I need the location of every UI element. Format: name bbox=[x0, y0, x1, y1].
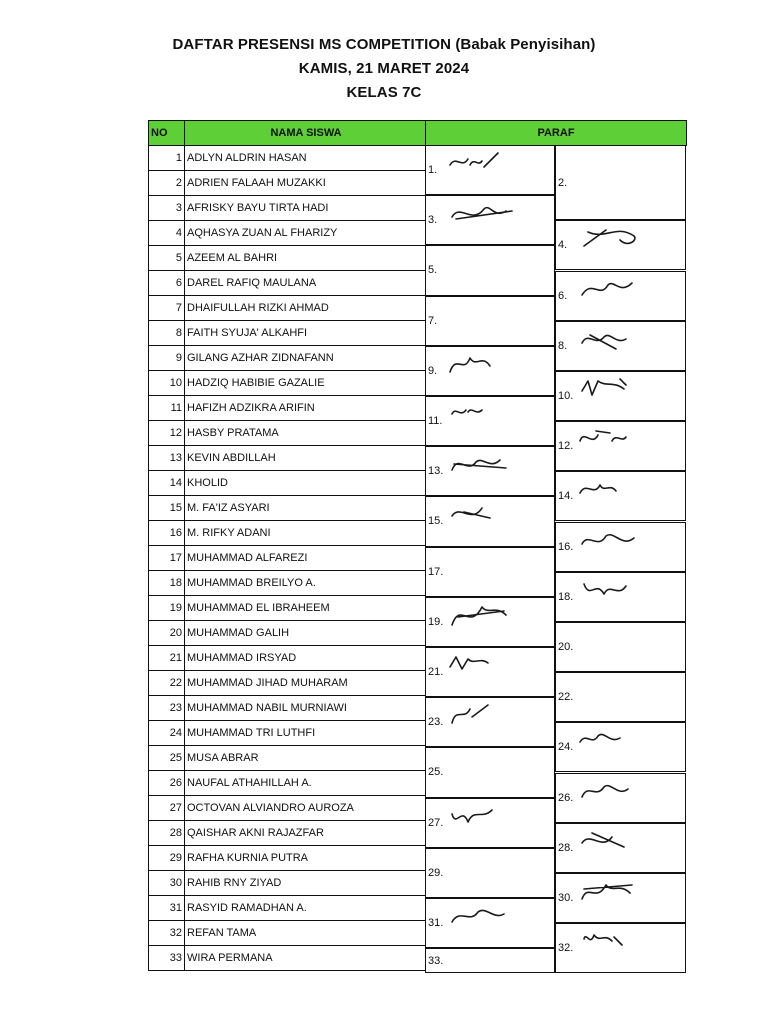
table-header-row bbox=[149, 121, 687, 146]
paraf-number: 11. bbox=[428, 415, 443, 428]
row-number: 25 bbox=[149, 746, 185, 771]
paraf-number: 31. bbox=[428, 917, 444, 930]
row-number: 18 bbox=[149, 571, 185, 596]
attendance-sheet bbox=[148, 120, 686, 974]
student-name: MUHAMMAD ALFAREZI bbox=[185, 546, 426, 571]
student-name: MUHAMMAD EL IBRAHEEM bbox=[185, 596, 426, 621]
document-class: KELAS 7C bbox=[346, 84, 422, 101]
row-number: 3 bbox=[149, 196, 185, 221]
table-row bbox=[149, 696, 687, 721]
student-name: DHAIFULLAH RIZKI AHMAD bbox=[185, 296, 426, 321]
student-name: REFAN TAMA bbox=[185, 921, 426, 946]
paraf-number: 19. bbox=[428, 615, 444, 628]
paraf-number: 24. bbox=[558, 741, 574, 754]
paraf-number: 8. bbox=[558, 339, 568, 352]
table-row bbox=[149, 796, 687, 821]
student-name: MUHAMMAD TRI LUTHFI bbox=[185, 721, 426, 746]
paraf-number: 28. bbox=[558, 841, 574, 854]
table-row bbox=[149, 546, 687, 571]
student-name: HAFIZH ADZIKRA ARIFIN bbox=[185, 396, 426, 421]
table-row bbox=[149, 421, 687, 446]
paraf-number: 9. bbox=[428, 364, 438, 377]
table-row bbox=[149, 521, 687, 546]
row-number: 9 bbox=[149, 346, 185, 371]
paraf-number: 10. bbox=[558, 389, 574, 402]
student-name: MUHAMMAD JIHAD MUHARAM bbox=[185, 671, 426, 696]
document-date: KAMIS, 21 MARET 2024 bbox=[298, 60, 470, 77]
table-row bbox=[149, 746, 687, 771]
student-name: AFRISKY BAYU TIRTA HADI bbox=[185, 196, 426, 221]
row-number: 11 bbox=[149, 396, 185, 421]
row-number: 7 bbox=[149, 296, 185, 321]
paraf-number: 30. bbox=[558, 891, 574, 904]
paraf-number: 7. bbox=[428, 314, 438, 327]
table-row bbox=[149, 571, 687, 596]
student-name: GILANG AZHAR ZIDNAFANN bbox=[185, 346, 426, 371]
table-row bbox=[149, 846, 687, 871]
row-number: 14 bbox=[149, 471, 185, 496]
row-number: 19 bbox=[149, 596, 185, 621]
student-name: ADRIEN FALAAH MUZAKKI bbox=[185, 171, 426, 196]
attendance-table bbox=[148, 120, 687, 971]
row-number: 15 bbox=[149, 496, 185, 521]
student-name: WIRA PERMANA bbox=[185, 946, 426, 971]
student-name: HASBY PRATAMA bbox=[185, 421, 426, 446]
student-name: NAUFAL ATHAHILLAH A. bbox=[185, 771, 426, 796]
row-number: 29 bbox=[149, 846, 185, 871]
paraf-number: 3. bbox=[428, 214, 438, 227]
paraf-number: 15. bbox=[428, 515, 444, 528]
table-row bbox=[149, 146, 687, 171]
student-name: MUHAMMAD BREILYO A. bbox=[185, 571, 426, 596]
paraf-number: 32. bbox=[558, 942, 574, 955]
row-number: 20 bbox=[149, 621, 185, 646]
table-row bbox=[149, 671, 687, 696]
student-name: MUHAMMAD NABIL MURNIAWI bbox=[185, 696, 426, 721]
student-name: MUHAMMAD GALIH bbox=[185, 621, 426, 646]
row-number: 32 bbox=[149, 921, 185, 946]
row-number: 30 bbox=[149, 871, 185, 896]
row-number: 31 bbox=[149, 896, 185, 921]
table-row bbox=[149, 821, 687, 846]
row-number: 28 bbox=[149, 821, 185, 846]
row-number: 17 bbox=[149, 546, 185, 571]
table-row bbox=[149, 596, 687, 621]
row-number: 8 bbox=[149, 321, 185, 346]
table-row bbox=[149, 396, 687, 421]
student-name: AQHASYA ZUAN AL FHARIZY bbox=[185, 221, 426, 246]
table-row bbox=[149, 196, 687, 221]
student-name: AZEEM AL BAHRI bbox=[185, 246, 426, 271]
table-row bbox=[149, 721, 687, 746]
table-row bbox=[149, 321, 687, 346]
row-number: 27 bbox=[149, 796, 185, 821]
row-number: 1 bbox=[149, 146, 185, 171]
paraf-number: 27. bbox=[428, 816, 444, 829]
table-row bbox=[149, 371, 687, 396]
student-name: M. RIFKY ADANI bbox=[185, 521, 426, 546]
column-header-paraf: PARAF bbox=[426, 121, 687, 146]
row-number: 24 bbox=[149, 721, 185, 746]
student-name: HADZIQ HABIBIE GAZALIE bbox=[185, 371, 426, 396]
table-row bbox=[149, 171, 687, 196]
student-name: RAHIB RNY ZIYAD bbox=[185, 871, 426, 896]
row-number: 6 bbox=[149, 271, 185, 296]
table-row bbox=[149, 346, 687, 371]
paraf-number: 23. bbox=[428, 716, 444, 729]
table-row bbox=[149, 896, 687, 921]
row-number: 23 bbox=[149, 696, 185, 721]
paraf-number: 13. bbox=[428, 465, 444, 478]
row-number: 4 bbox=[149, 221, 185, 246]
paraf-number: 21. bbox=[428, 666, 444, 679]
student-name: RAFHA KURNIA PUTRA bbox=[185, 846, 426, 871]
row-number: 16 bbox=[149, 521, 185, 546]
table-row bbox=[149, 246, 687, 271]
paraf-number: 4. bbox=[558, 239, 568, 252]
column-header-no: NO bbox=[149, 121, 185, 146]
student-name: KEVIN ABDILLAH bbox=[185, 446, 426, 471]
student-name: DAREL RAFIQ MAULANA bbox=[185, 271, 426, 296]
row-number: 33 bbox=[149, 946, 185, 971]
paraf-number: 6. bbox=[558, 289, 568, 302]
row-number: 5 bbox=[149, 246, 185, 271]
student-name: ADLYN ALDRIN HASAN bbox=[185, 146, 426, 171]
table-row bbox=[149, 921, 687, 946]
row-number: 22 bbox=[149, 671, 185, 696]
table-row bbox=[149, 871, 687, 896]
table-row bbox=[149, 646, 687, 671]
paraf-number: 2. bbox=[558, 176, 568, 189]
paraf-number: 14. bbox=[558, 490, 574, 503]
row-number: 2 bbox=[149, 171, 185, 196]
table-row bbox=[149, 221, 687, 246]
paraf-number: 20. bbox=[558, 640, 574, 653]
paraf-number: 5. bbox=[428, 264, 438, 277]
paraf-number: 17. bbox=[428, 565, 444, 578]
student-name: QAISHAR AKNI RAJAZFAR bbox=[185, 821, 426, 846]
paraf-number: 12. bbox=[558, 440, 574, 453]
student-name: OCTOVAN ALVIANDRO AUROZA bbox=[185, 796, 426, 821]
row-number: 12 bbox=[149, 421, 185, 446]
table-row bbox=[149, 496, 687, 521]
student-name: KHOLID bbox=[185, 471, 426, 496]
table-row bbox=[149, 471, 687, 496]
table-row bbox=[149, 271, 687, 296]
table-row bbox=[149, 446, 687, 471]
table-row bbox=[149, 296, 687, 321]
paraf-number: 26. bbox=[558, 791, 574, 804]
student-name: M. FA'IZ ASYARI bbox=[185, 496, 426, 521]
student-name: MUSA ABRAR bbox=[185, 746, 426, 771]
table-row bbox=[149, 621, 687, 646]
table-row bbox=[149, 771, 687, 796]
row-number: 21 bbox=[149, 646, 185, 671]
row-number: 26 bbox=[149, 771, 185, 796]
student-name: RASYID RAMADHAN A. bbox=[185, 896, 426, 921]
document-header bbox=[0, 33, 768, 105]
column-header-name: NAMA SISWA bbox=[185, 121, 426, 146]
paraf-number: 22. bbox=[558, 691, 574, 704]
student-name: MUHAMMAD IRSYAD bbox=[185, 646, 426, 671]
table-row bbox=[149, 946, 687, 971]
row-number: 10 bbox=[149, 371, 185, 396]
paraf-number: 29. bbox=[428, 866, 444, 879]
row-number: 13 bbox=[149, 446, 185, 471]
paraf-number: 18. bbox=[558, 590, 574, 603]
document-title: DAFTAR PRESENSI MS COMPETITION (Babak Penyisihan) bbox=[172, 36, 596, 53]
paraf-number: 33. bbox=[428, 954, 444, 967]
paraf-number: 16. bbox=[558, 540, 574, 553]
student-name: FAITH SYUJA' ALKAHFI bbox=[185, 321, 426, 346]
paraf-number: 25. bbox=[428, 766, 444, 779]
paraf-number: 1. bbox=[428, 164, 438, 177]
